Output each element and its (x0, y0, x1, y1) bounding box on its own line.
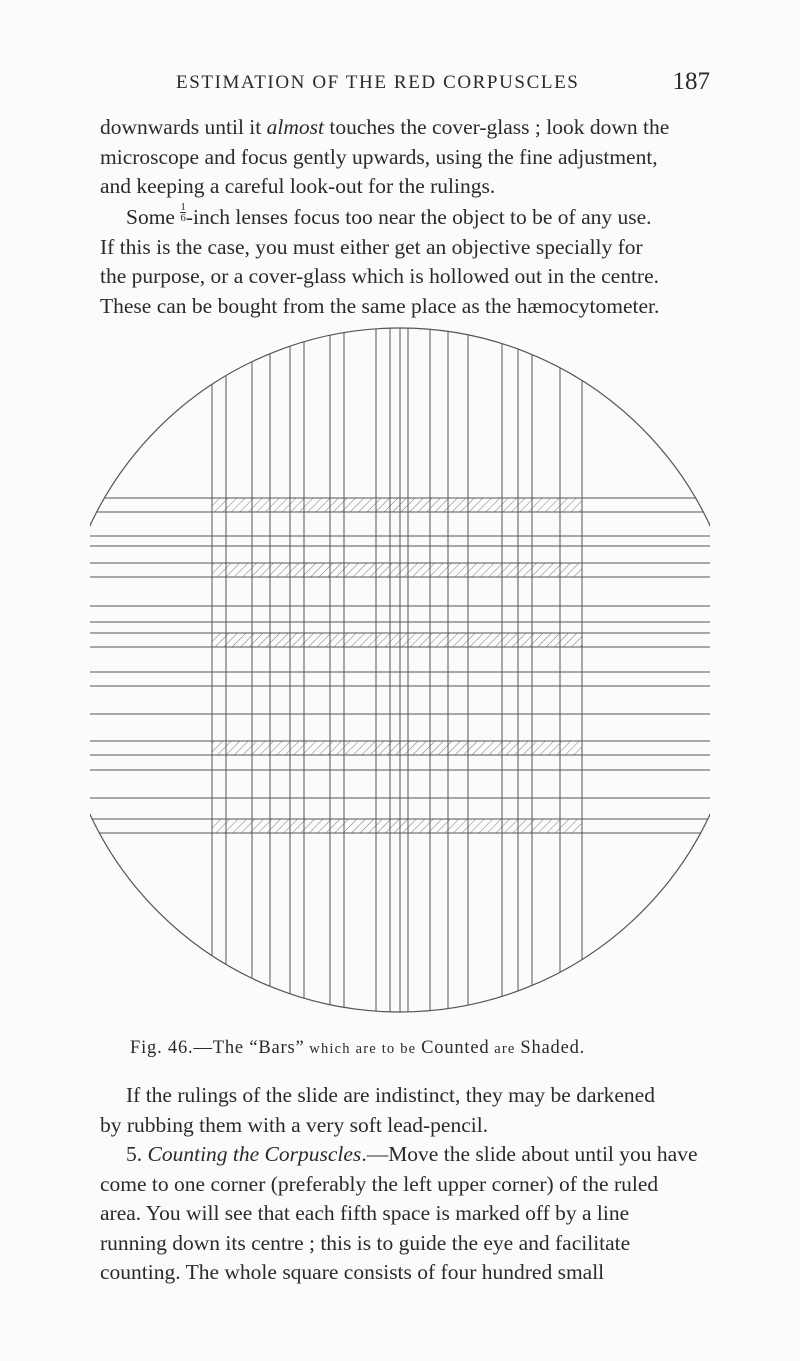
paragraph-2-line-3: the purpose, or a cover-glass which is hollowed out in the centre. (100, 264, 660, 288)
shaded-bar (212, 819, 582, 833)
paragraph-4-line-2: come to one corner (preferably the left upper corner) of the ruled (100, 1171, 659, 1196)
shaded-bar (212, 741, 582, 755)
running-head: ESTIMATION OF THE RED CORPUSCLES (176, 72, 580, 93)
page-header (100, 68, 710, 102)
fraction-one-sixth: $\frac{1}{6}$ (180, 201, 186, 224)
shaded-bar (212, 498, 582, 512)
paragraph-4-line-4: running down its centre ; this is to guide the eye and facilitate (100, 1230, 631, 1255)
section-title: Counting the Corpuscles (147, 1142, 362, 1166)
paragraph-2 (100, 202, 710, 321)
paragraph-4-line-3: area. You will see that each fifth space is marked off by a line (100, 1201, 630, 1225)
paragraph-3 (100, 1081, 710, 1140)
shaded-bar (212, 563, 582, 577)
shaded-bar (212, 633, 582, 647)
paragraph-4 (100, 1140, 710, 1288)
paragraph-1 (100, 113, 710, 202)
paragraph-1-line-1: downwards until it almost touches the cover-glass ; look down the (100, 115, 670, 139)
paragraph-2-line-1: Some $\frac{1}{6}$ -inch lenses focus too near the object to be of any use. (126, 201, 652, 229)
paragraph-3-line-2: by rubbing them with a very soft lead-pencil. (100, 1112, 489, 1137)
paragraph-2-line-4: These can be bought from the same place as the hæmocytometer. (100, 293, 660, 318)
paragraph-1-line-2: microscope and focus gently upwards, using the fine adjustment, (100, 144, 658, 169)
emphasis-almost: almost (266, 115, 324, 139)
paragraph-1-line-3: and keeping a careful look-out for the rulings. (100, 174, 496, 198)
page-number: 187 (672, 68, 710, 95)
paragraph-3-line-1: If the rulings of the slide are indistinct, they may be darkened (126, 1083, 655, 1107)
paragraph-4-line-1: 5. Counting the Corpuscles.—Move the slide about until you have (126, 1142, 698, 1166)
figure-caption: Fig. 46.—The “Bars” which are to be Counted are Shaded. (130, 1038, 586, 1058)
haemocytometer-ruling-figure (90, 322, 710, 1030)
paragraph-4-line-5: counting. The whole square consists of four hundred small (100, 1260, 605, 1284)
paragraph-2-line-2: If this is the case, you must either get an objective specially for (100, 234, 643, 259)
